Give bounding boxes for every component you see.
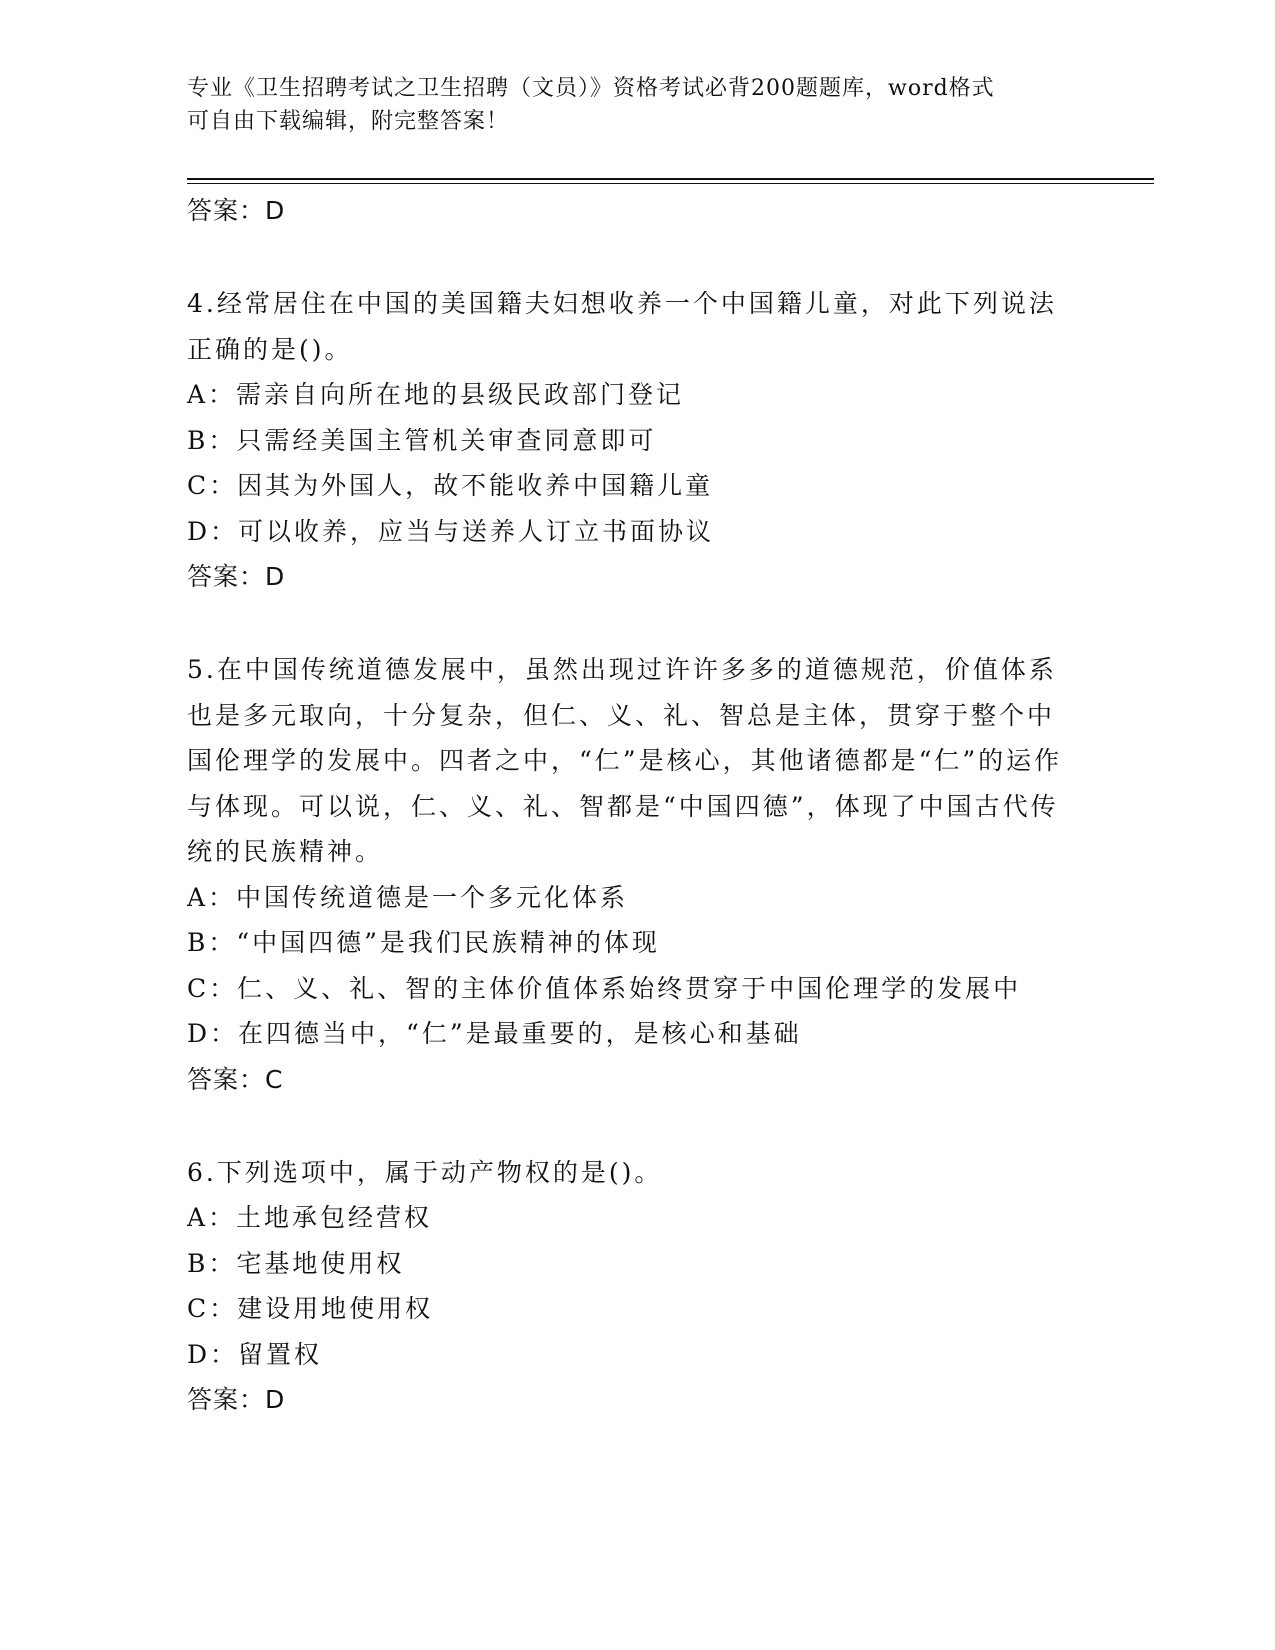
question-stem: 5.在中国传统道德发展中，虽然出现过许许多多的道德规范，价值体系也是多元取向，十分复杂，但仁、义、礼、智总是主体，贯穿于整个中国伦理学的发展中。四者之中，“仁”是核心，其他诸德都是“仁”的运作与体现。可以说，仁、义、礼、智都是“中国四德”，体现了中国古代传统的民族精神。 xyxy=(187,655,1063,866)
answer-line: 答案：D xyxy=(187,1385,286,1414)
header-line-1: 专业《卫生招聘考试之卫生招聘（文员）》资格考试必背200题题库，word格式 xyxy=(187,76,995,101)
option-c: C：建设用地使用权 xyxy=(187,1294,434,1323)
question-list xyxy=(187,188,1067,1422)
answer-line: 答案：D xyxy=(187,562,286,591)
option-c: C：因其为外国人，故不能收养中国籍儿童 xyxy=(187,471,714,500)
header-line-2: 可自由下载编辑，附完整答案！ xyxy=(187,109,510,134)
option-b: B：宅基地使用权 xyxy=(187,1248,405,1278)
header-divider-thick xyxy=(187,178,1154,180)
option-b: B：“中国四德”是我们民族精神的体现 xyxy=(187,928,660,957)
question-stem: 4.经常居住在中国的美国籍夫妇想收养一个中国籍儿童，对此下列说法正确的是()。 xyxy=(187,289,1057,364)
option-a: A：需亲自向所在地的县级民政部门登记 xyxy=(187,380,685,409)
question-4 xyxy=(187,281,1067,599)
option-a: A：中国传统道德是一个多元化体系 xyxy=(187,882,629,912)
header-divider-thin xyxy=(187,183,1154,184)
document-header xyxy=(187,72,1067,138)
option-d: D：可以收养，应当与送养人订立书面协议 xyxy=(187,516,715,546)
option-d: D：留置权 xyxy=(187,1339,323,1369)
option-c: C：仁、义、礼、智的主体价值体系始终贯穿于中国伦理学的发展中 xyxy=(187,973,1022,1003)
question-5 xyxy=(187,647,1067,1102)
question-stem: 6.下列选项中，属于动产物权的是()。 xyxy=(187,1157,663,1187)
option-b: B：只需经美国主管机关审查同意即可 xyxy=(187,425,657,455)
answer-line: 答案：D xyxy=(187,196,286,225)
option-a: A：土地承包经营权 xyxy=(187,1203,433,1232)
answer-line: 答案：C xyxy=(187,1064,284,1094)
option-d: D：在四德当中，“仁”是最重要的，是核心和基础 xyxy=(187,1019,802,1048)
question-6 xyxy=(187,1150,1067,1423)
